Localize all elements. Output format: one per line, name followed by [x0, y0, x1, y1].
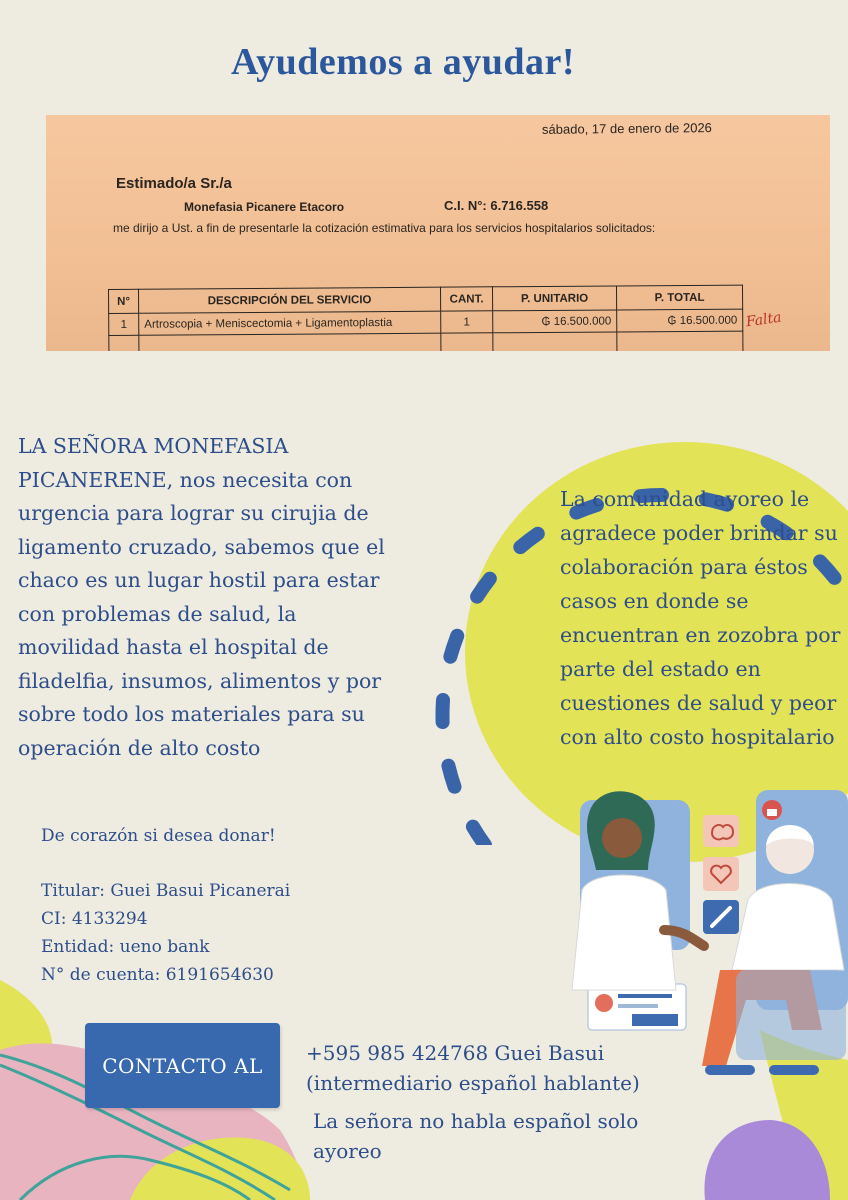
brain-icon	[703, 815, 739, 847]
quotation-date: sábado, 17 de enero de 2026	[542, 120, 713, 137]
donation-holder: Titular: Guei Basui Picanerai	[41, 881, 291, 901]
table-cell-quantity: 1	[441, 311, 493, 333]
quotation-document-photo	[46, 115, 830, 351]
heart-icon	[703, 857, 739, 891]
quotation-patient-name: Monefasia Picanere Etacoro	[184, 200, 345, 214]
lock-icon	[762, 800, 782, 820]
donation-account: N° de cuenta: 6191654630	[41, 965, 274, 985]
table-header-total-price: P. TOTAL	[616, 285, 742, 310]
contact-language-note: La señora no habla español solo ayoreo	[313, 1109, 639, 1163]
table-header-description: DESCRIPCIÓN DEL SERVICIO	[139, 287, 441, 313]
donation-ci: CI: 4133294	[41, 909, 148, 929]
quotation-ci: C.I. N°: 6.716.558	[444, 198, 549, 213]
contact-button[interactable]: CONTACTO AL	[85, 1023, 280, 1108]
table-header-number: N°	[109, 289, 139, 313]
handwritten-note: Falta	[745, 309, 783, 331]
table-header-quantity: CANT.	[440, 287, 492, 311]
contact-role: (intermediario español hablante)	[306, 1071, 640, 1095]
contact-phone[interactable]: +595 985 424768 Guei Basui	[306, 1041, 605, 1065]
quotation-table	[108, 285, 743, 351]
id-card-icon	[588, 984, 686, 1030]
donation-bank: Entidad: ueno bank	[41, 937, 210, 957]
quotation-salutation: Estimado/a Sr./a	[116, 175, 232, 192]
table-header-unit-price: P. UNITARIO	[492, 286, 616, 311]
table-cell-description: Artroscopia + Meniscectomia + Ligamentoplastia	[139, 311, 441, 335]
table-cell-number: 1	[109, 313, 139, 335]
doctor-patient-illustration	[560, 770, 848, 1100]
page-title: Ayudemos a ayudar!	[231, 41, 575, 83]
community-thanks-paragraph: La comunidad ayoreo le agradece poder brindar su colaboración para éstos casos en donde se encuentran en zozobra por parte del estado en cuestiones de salud y peor con alto costo hospitalario	[560, 487, 841, 749]
table-cell-total-price: ₲ 16.500.000	[617, 309, 743, 332]
table-row-partial	[109, 331, 743, 351]
bone-icon	[703, 900, 739, 934]
table-cell-unit-price: ₲ 16.500.000	[493, 310, 617, 333]
donation-heading: De corazón si desea donar!	[41, 826, 276, 846]
quotation-intro: me dirijo a Ust. a fin de presentarle la cotización estimativa para los servicios hospitalarios solicitados:	[113, 221, 656, 235]
appeal-paragraph: LA SEÑORA MONEFASIA PICANERENE, nos necesita con urgencia para lograr su cirujia de ligamento cruzado, sabemos que el chaco es un lugar hostil para estar con problemas de salud, la movilidad hasta el hospital de filadelfia, insumos, alimentos y por sobre todo los materiales para su operación de alto costo	[18, 434, 385, 760]
